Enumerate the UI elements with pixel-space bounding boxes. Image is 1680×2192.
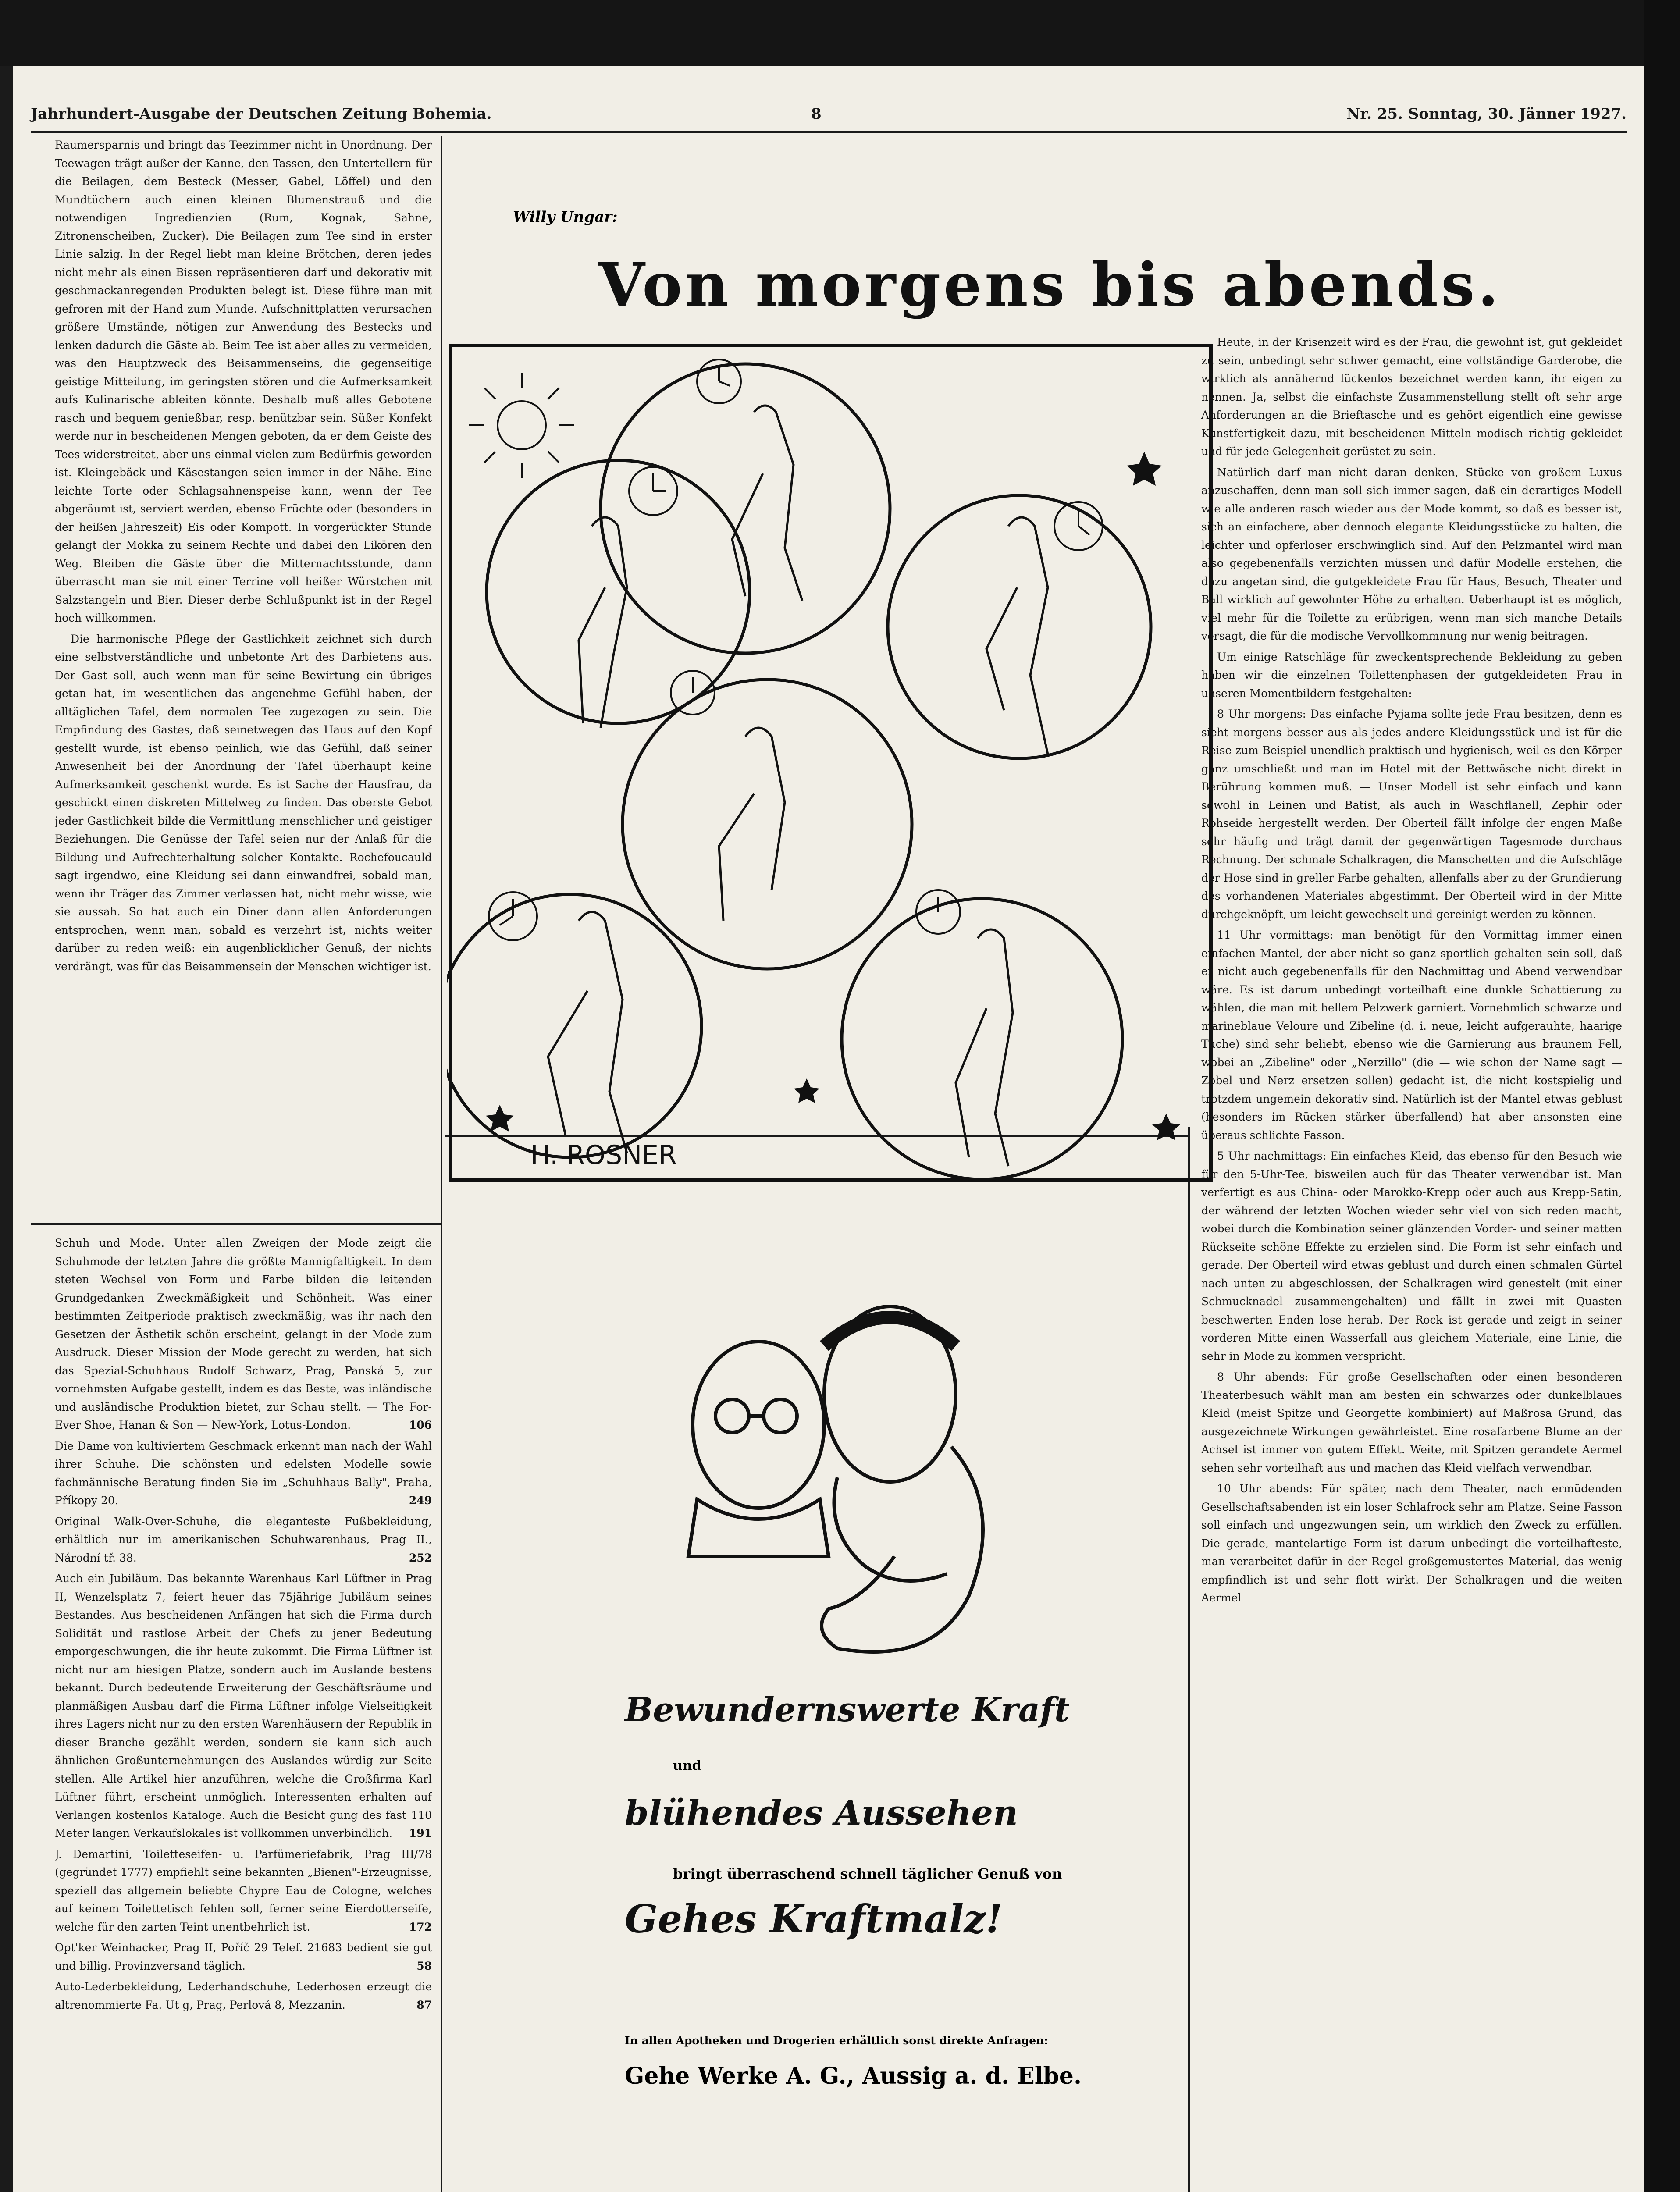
advertorial-number: 172 [409,1920,432,1933]
article-title: Von morgens bis abends. [598,250,1502,320]
advertorial-number: 87 [416,1998,432,2011]
ad-conjunction: und [673,1758,701,1773]
left-article-column [55,136,432,1206]
advertorial-number: 106 [409,1419,432,1431]
advertorial-text: Die Dame von kultiviertem Geschmack erkennt man nach der Wahl ihrer Schuhe. Die schönsten und edelsten Modelle sowie fachmännische Beratung finden Sie im „Schuhhaus Bally", Praha, Příkopy 20. [55,1439,432,1507]
advertorial-text: Schuh und Mode. Unter allen Zweigen der Mode zeigt die Schuhmode der letzten Jahre die größte Mannigfaltigkeit. In dem steten Wechsel von Form und Farbe bilden die leitenden Grundgedanken Zweckmäßigkeit und Schönheit. Was einer bestimmten Zeitperiode praktisch zweckmäßig, was ihr nach den Gesetzen der Ästhetik schön erscheint, gelangt in der Mode zum Ausdruck. Dieser Mission der Mode gerecht zu werden, hat sich das Spezial-Schuhhaus Rudolf Schwarz, Prag, Panská 5, zur vornehmsten Aufgabe gestellt, indem es das Beste, was inländische und ausländische Produktion bietet, zur Schau stellt. — The For-Ever Shoe, Hanan & Son — New-York, Lotus-London. [55,1237,432,1431]
advertorial-number: 58 [416,1959,432,1972]
ad-company: Gehe Werke A. G., Aussig a. d. Elbe. [625,2063,1082,2089]
advertorial-item [55,1939,432,1975]
sun-icon [469,373,574,478]
article-paragraph: Heute, in der Krisenzeit wird es der Frau, die gewohnt ist, gut gekleidet zu sein, unbedingt sehr schwer gemacht, eine vollständige Garderobe, die wirklich als annähernd lückenlos bezeichnet werden kann, ihr eigen zu nennen. Ja, selbst die einfachste Zusammenstellung stellt oft sehr arge Anforderungen an die Brieftasche und es gehört eigentlich eine gewisse Kunstfertigkeit dazu, mit bescheidenen Mitteln modisch richtig gekleidet und für jede Gelegenheit gerüstet zu sein. [1201,336,1622,458]
page-header [31,105,1627,132]
advertorial-item [55,1978,432,2014]
article-paragraph: 10 Uhr abends: Für später, nach dem Theater, nach ermüdenden Gesellschaftsabenden ist ein loser Schlafrock sehr am Platze. Seine Fasson soll einfach und ungezwungen sein, um wirklich den Zweck zu erfüllen. Die gerade, mantelartige Form ist darum unbedingt die vorteilhafteste, man verarbeitet dafür in der Regel großgemustertes Material, das wenig empfindlich ist und sehr flott wirkt. Der Schalkragen und die weiten Aermel [1201,1482,1622,1604]
vignette-circle-afternoon [888,495,1151,758]
left-paragraph: Raumersparnis und bringt das Teezimmer nicht in Unordnung. Der Teewagen trägt außer der Kanne, den Tassen, den Untertellern für die Beilagen, dem Besteck (Messer, Gabel, Löffel) und den Mundtüchern auch einen kleinen Blumenstrauß und die notwendigen Ingredienzien (Rum, Kognak, Sahne, Zitronenscheiben, Zucker). Die Beilagen zum Tee sind in erster Linie salzig. In der Regel liebt man kleine Brötchen, deren jedes nicht mehr als einen Bissen repräsentieren darf und dekorativ mit geschmackanregenden Produkten belegt ist. Diese führe man mit gefroren mit der Hand zum Munde. Aufschnittplatten verursachen größere Umstände, nötigen zur Anwendung des Bestecks und lenken dadurch die Gäste ab. Beim Tee ist aber alles zu vermeiden, was den Hauptzweck des Beisammenseins, die gegenseitige geistige Mitteilung, im geringsten stören und die Aufmerksamkeit aufs Kulinarische ableiten könnte. Deshalb muß alles Gebotene rasch und bequem genießbar, resp. benützbar sein. Süßer Konfekt werde nur in bescheidenen Mengen geboten, da er dem Geiste des Tees widerstreitet, aber uns einmal vielen zum Bedürfnis geworden ist. Kleingebäck und Käsestangen seien immer in der Nähe. Eine leichte Torte oder Schlagsahnenspeise kann, wenn der Tee abgeräumt ist, serviert werden, ebenso Früchte oder (besonders in der heißen Jahreszeit) Eis oder Kompott. In vorgerückter Stunde gelangt der Mokka zu seinem Rechte und dabei den Likören den Weg. Bleiben die Gäste über die Mitternachtsstunde, dann überrascht man sie mit einer Terrine voll heißer Würstchen mit Salzstangeln und Bier. Dieser derbe Schlußpunkt ist in der Regel hoch willkommen. [55,139,432,624]
figure-sketches [548,406,1048,1166]
article-paragraph: 8 Uhr morgens: Das einfache Pyjama sollte jede Frau besitzen, denn es sieht morgens besser aus als jedes andere Kleidungsstück und ist für die Reise zum Beispiel unendlich praktisch und hygienisch, weil es den Körper ganz umschließt und man im Hotel mit der Bettwäsche nicht direkt in Berührung kommen muß. — Unser Modell ist sehr einfach und kann sowohl in Leinen und Batist, als auch in Waschflanell, Zephir oder Rohseide hergestellt werden. Der Oberteil fällt infolge der engen Maße sehr häufig und trägt damit der gegenwärtigen Tagesmode durchaus Rechnung. Der schmale Schalkragen, die Manschetten und die Aufschläge der Hose sind in greller Farbe gehalten, allenfalls aber zu der Grundierung des vorhandenen Materiales abgestimmt. Der Oberteil wird in der Mitte durchgeknöpft, um leicht gewechselt und gereinigt werden zu können. [1201,708,1622,921]
hair [824,1317,956,1346]
vignette-circle-tea [623,680,912,969]
fashion-article-text [1201,333,1622,2192]
figure-evening-gown [956,929,1013,1166]
advertorial-number: 252 [409,1551,432,1564]
ad-availability: In allen Apotheken und Drogerien erhältlich sonst direkte Anfragen: [625,2034,1048,2047]
advertorial-item [55,1512,432,1567]
header-issue-date: Nr. 25. Sonntag, 30. Jänner 1927. [1346,105,1627,123]
column-rule-left [441,136,442,2192]
figure-street [732,406,802,601]
star-icon [486,452,1180,1140]
advertorial-number: 191 [409,1827,432,1840]
left-paragraph: Die harmonische Pflege der Gastlichkeit zeichnet sich durch eine selbstverständliche und unbetonte Art des Darbietens aus. Der Gast soll, auch wenn man für seine Bewirtung ein übriges getan hat, im wesentlichen das angenehme Gefühl haben, der alltäglichen Tafel, dem normalen Tee zugezogen zu sein. Die Empfindung des Gastes, daß seinetwegen das Haus auf den Kopf gestellt wurde, ist ebenso peinlich, wie das Gefühl, daß seiner Anwesenheit bei der Anordnung der Tafel überhaupt keine Aufmerksamkeit geschenkt wurde. Es ist Sache der Hausfrau, da geschickt einen diskreten Mittelweg zu finden. Das oberste Gebot jeder Gastlichkeit bilde die Vermittlung menschlicher und geistiger Beziehungen. Die Genüsse der Tafel seien nur der Anlaß für die Bildung und Aufrechterhaltung solcher Kontakte. Rochefoucauld sagt irgendwo, eine Kleidung sei dann einwandfrei, sobald man, wenn ihr Träger das Zimmer verlassen hat, nicht mehr wisse, wie sie aussah. So hat auch ein Diner dann allen Anforderungen entsprochen, wenn man, sobald es verzehrt ist, nichts weiter darüber zu reden weiß: ein augenblicklicher Genuß, der nichts verdrängt, was für das Beisammensein der Menschen wichtiger ist. [55,632,432,973]
scan-border-top [0,0,1680,66]
header-rule [31,131,1627,133]
advertorial-text: Original Walk-Over-Schuhe, die eleganteste Fußbekleidung, erhältlich nur im amerikanischen Schuhwarenhaus, Prag II., Národní tř. 38. [55,1515,432,1564]
header-page-number: 8 [811,105,822,123]
figure-coat [986,517,1048,754]
advertorial-item [55,1845,432,1936]
advertorial-number: 249 [409,1494,432,1507]
ad-illustration-two-men [671,1293,1022,1666]
vignette-circle-morning [487,460,750,723]
advertorial-column [55,1234,432,2192]
ad-product-name: Gehes Kraftmalz! [625,1896,1003,1942]
advertorial-item [55,1234,432,1434]
advertorial-text: Opt'ker Weinhacker, Prag II, Poříč 29 Telef. 21683 bedient sie gut und billig. Provinzversand täglich. [55,1941,432,1972]
advertorial-item [55,1569,432,1843]
article-byline: Willy Ungar: [513,208,618,226]
article-paragraph: 8 Uhr abends: Für große Gesellschaften oder einen besonderen Theaterbesuch wählt man am besten ein schwarzes oder dunkelblaues Kleid (meist Spitze und Georgette kombiniert) auf Maßrosa Grund, das ausgezeichnete Wirkungen gewährleistet. Eine rosafarbene Blume an der Achsel ist immer von gutem Effekt. Weite, mit Spitzen gerandete Aermel sehen sehr vorteilhaft aus und machen das Kleid vielfach verwendbar. [1201,1370,1622,1474]
newspaper-page [13,66,1644,2192]
figure-morning [579,517,627,728]
advertorial-text: Auto-Lederbekleidung, Lederhandschuhe, Lederhosen erzeugt die altrenommierte Fa. Ut g, Prag, Perlová 8, Mezzanin. [55,1980,432,2011]
column-rule-right [1188,1127,1190,2192]
ad-headline-2: blühendes Aussehen [625,1793,1018,1833]
figure-tea [719,728,785,921]
ad-subline: bringt überraschend schnell täglicher Genuß von [673,1865,1062,1882]
glasses-icon [715,1399,749,1433]
vignette-circle-evening-dress [842,899,1122,1179]
scan-border-right [1644,0,1680,2192]
illustrator-signature: H. ROSNER [530,1140,677,1171]
man-with-glasses-head [693,1342,824,1508]
ad-headline: Bewundernswerte Kraft [625,1690,1070,1729]
section-rule-left [31,1223,441,1225]
raised-arm [822,1447,983,1652]
article-paragraph: Um einige Ratschläge für zweckentsprechende Bekleidung zu geben haben wir die einzelnen Toilettenphasen der gutgekleideten Frau in unseren Momentbildern festgehalten: [1201,650,1622,700]
article-paragraph: 11 Uhr vormittags: man benötigt für den Vormittag immer einen einfachen Mantel, der aber nicht so ganz sportlich gehalten sein soll, daß er nicht auch gegebenenfalls für den Nachmittag und Abend verwendbar wäre. Es ist darum unbedingt vorteilhaft eine dunkle Schattierung zu wählen, die man mit hellem Pelzwerk garniert. Vornehmlich schwarze und marineblaue Veloure und Zibeline (d. i. neue, leicht aufgerauhte, haarige Tuche) sind sehr beliebt, ebenso wie die Garnierung aus braunem Fell, wobei an „Zibeline" oder „Nerzillo" (die — wie schon der Name sagt — Zobel und Nerz ersetzen sollen) gedacht ist, die nicht kostspielig und trotzdem ungemein dekorativ sind. Natürlich ist der Mantel etwas geblust (besonders im Rücken stärker überfallend) hat aber ansonsten eine überaus schlichte Fasson. [1201,929,1622,1142]
advertorial-item [55,1437,432,1510]
vignette-circle-evening-robe [447,894,701,1157]
advertorial-text: J. Demartini, Toiletteseifen- u. Parfümeriefabrik, Prag III/78 (gegründet 1777) empfiehlt seine bekannten „Bienen"-Erzeugnisse, speziell das allgemein beliebte Chypre Eau de Cologne, welches auf keinem Toilettetisch fehlen soll, ferner seine Eierdotterseife, welche für den zarten Teint unentbehrlich ist. [55,1847,432,1933]
figure-robe [548,912,627,1153]
fashion-illustration [447,342,1214,1184]
advertorial-text: Auch ein Jubiläum. Das bekannte Warenhaus Karl Lüftner in Prag II, Wenzelsplatz 7, feiert heuer das 75jährige Jubiläum seines Bestandes. Aus bescheidenen Anfängen hat sich die Firma durch Solidität und rastlose Arbeit der Chefs zu jener Bedeutung emporgeschwungen, die ihr heute zukommt. Die Firma Lüftner ist nicht nur am hiesigen Platze, sondern auch im Auslande bestens bekannt. Durch bedeutende Erweiterung der Geschäftsräume und planmäßigen Ausbau darf die Firma Lüftner infolge Vielseitigkeit ihres Lagers nicht nur zu den ersten Warenhäusern der Republik in dieser Branche gezählt werden, sondern sie kann sich auch ähnlichen Großunternehmungen des Auslandes würdig zur Seite stellen. Alle Artikel hier anzuführen, welche die Großfirma Karl Lüftner führt, erscheint unmöglich. Interessenten erhalten auf Verlangen kostenlos Kataloge. Auch die Besicht gung des fast 110 Meter langen Verkaufslokales ist vollkommen unverbindlich. [55,1572,432,1840]
article-paragraph: 5 Uhr nachmittags: Ein einfaches Kleid, das ebenso für den Besuch wie für den 5-Uhr-Tee, bisweilen auch für das Theater verwendbar ist. Man verfertigt es aus China- oder Marokko-Krepp oder auch aus Krepp-Satin, der während der letzten Wochen wieder sehr viel von sich reden macht, wobei durch die Kombination seiner glänzenden Vorder- und seiner matten Rückseite schöne Effekte zu erzielen sind. Die Form ist sehr einfach und gerade. Der Oberteil wird etwas geblust und durch einen schmalen Gürtel nach unten zu abgeschlossen, der Schalkragen wird genestelt (mit einer Schmucknadel zusammengehalten) und fällt in zwei mit Quasten beschwerten Enden lose herab. Der Rock ist gerade und zeigt in seiner vorderen Mitte einen Wasserfall aus gleichem Materiale, eine Linie, die sehr in Mode zu kommen verspricht. [1201,1149,1622,1363]
header-publication: Jahrhundert-Ausgabe der Deutschen Zeitung Bohemia. [31,105,492,123]
article-paragraph: Natürlich darf man nicht daran denken, Stücke von großem Luxus anzuschaffen, denn man soll sich immer sagen, daß ein derartiges Modell wie alle anderen rasch wieder aus der Mode kommt, so daß es besser ist, sich an einfachere, aber dennoch elegante Kleidungsstücke zu halten, die leichter und opferloser erschwinglich sind. Auf den Pelzmantel wird man also gegebenenfalls verzichten müssen und dafür Modelle erstehen, die dazu angetan sind, die gutgekleidete Frau für Haus, Besuch, Theater und Ball wirklich auf gewohnter Höhe zu erhalten. Ueberhaupt ist es möglich, viel mehr für die Toilette zu erübrigen, wenn man sich manche Details versagt, die für die modische Vervollkommnung nur wenig beitragen. [1201,466,1622,642]
